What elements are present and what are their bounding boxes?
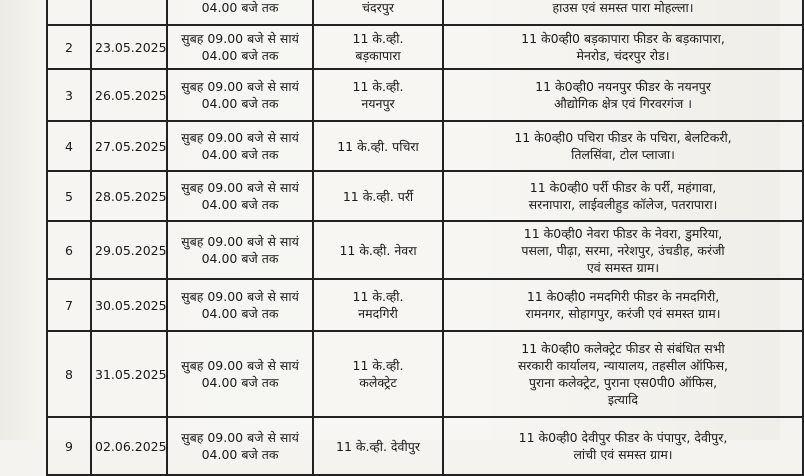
table-row [47,417,803,475]
feeder-line-1: 11 के.व्ही. नेवरा [339,242,417,258]
area-line-2: औद्योगिक क्षेत्र एवं गिरवरगंज । [554,96,692,111]
table-row [47,171,803,221]
feeder-line-2: बड़कापारा [355,48,401,63]
area-line-1: 11 के0व्ही0 पर्री फीडर के पर्री, महंगावा, [529,180,717,195]
time-line-2: 04.00 बजे तक [201,0,279,15]
time-cell [167,121,313,171]
area-line-1: 11 के0व्ही0 नेवरा फीडर के नेवरा, डुमरिया, [523,225,723,241]
date: 30.05.2025 [95,297,167,313]
time-line-2: 04.00 बजे तक [201,147,279,162]
feeder-line-1: 11 के.व्ही. पर्री [342,188,414,204]
date: 29.05.2025 [95,242,167,258]
time-line-1: सुबह 09.00 बजे से सायं [181,130,299,145]
affected-area-cell [443,25,803,69]
serial-number-cell [47,69,91,121]
date: 26.05.2025 [95,87,167,103]
serial-number-cell [47,25,91,69]
feeder-cell [313,25,443,69]
date: 27.05.2025 [95,138,167,154]
feeder-line-1: 11 के.व्ही. पचिरा [337,138,419,154]
feeder-line-2: नमदगिरी [358,306,398,321]
date-cell [91,417,167,475]
time-line-1: सुबह 09.00 बजे से सायं [181,180,299,195]
area-line-1: 11 के0व्ही0 नयनपुर फीडर के नयनपुर [535,79,711,94]
feeder-line-1: 11 के.व्ही. [352,31,404,46]
area-line-2: सरनापारा, लाईवलीहुड कॉलेज, पतरापारा। [528,197,718,212]
feeder-line-1: 11 के.व्ही. [352,358,404,373]
time-line-2: 04.00 बजे तक [201,251,279,266]
feeder-line-2: कलेक्ट्रेट [359,375,397,390]
time-line-2: 04.00 बजे तक [201,375,279,390]
area-line-2: मेनरोड, चंदरपुर रोड। [576,48,670,63]
time-line-1: सुबह 09.00 बजे से सायं [181,358,299,373]
table-row [47,69,803,121]
table-row [47,221,803,279]
date-cell [91,69,167,121]
area-line-2: तिलसिंवा, टोल प्लाजा। [571,147,675,162]
feeder-line-2: नयनपुर [361,96,395,111]
feeder-cell [313,121,443,171]
affected-area-cell [443,417,803,475]
time-line-1: सुबह 09.00 बजे से सायं [181,289,299,304]
area-line-2: पसला, पीढ़ा, सरमा, नरेशपुर, उंचडीह, करंजी [521,242,725,258]
time-cell [167,331,313,417]
feeder-cell [313,171,443,221]
serial-number: 3 [65,87,73,103]
date: 23.05.2025 [95,39,167,55]
serial-number-cell [47,417,91,475]
serial-number-cell [47,279,91,331]
area-line-1: 11 के0व्ही0 बड़कापारा फीडर के बड़कापारा, [521,31,725,46]
time-line-2: 04.00 बजे तक [201,96,279,111]
affected-area-cell [443,171,803,221]
area-line-2: सरकारी कार्यालय, न्यायालय, तहसील ऑफिस, [517,358,729,373]
time-line-2: 04.00 बजे तक [201,197,279,212]
date: 28.05.2025 [95,188,167,204]
date-cell [91,25,167,69]
area-line-3: पुराना कलेक्ट्रेट, पुराना एस0पी0 ऑफिस, [528,375,718,390]
serial-number-cell [47,331,91,417]
time-line-1: सुबह 09.00 बजे से सायं [181,79,299,94]
date-cell [91,0,167,25]
feeder-line-1: 11 के.व्ही. [352,289,404,304]
time-cell [167,0,313,25]
feeder-cell [313,331,443,417]
affected-area-cell [443,279,803,331]
serial-number-cell [47,221,91,279]
time-cell [167,221,313,279]
affected-area-cell [443,121,803,171]
area-line-1: 11 के0व्ही0 पचिरा फीडर के पचिरा, बेलटिकरी, [514,130,732,145]
table-row [47,25,803,69]
affected-area-cell [443,0,803,25]
date-cell [91,121,167,171]
time-line-1: सुबह 09.00 बजे से सायं [181,234,299,249]
time-cell [167,25,313,69]
feeder-cell [313,417,443,475]
affected-area-cell [443,221,803,279]
area-line-3: एवं समस्त ग्राम। [586,259,660,275]
feeder-line-1: चंदरपुर [362,0,394,15]
serial-number: 9 [65,438,73,454]
area-line-1: 11 के0व्ही0 कलेक्ट्रेट फीडर से संबंधित सभी [521,341,725,356]
date-cell [91,221,167,279]
serial-number: 7 [65,297,73,313]
serial-number: 2 [65,39,73,55]
time-line-2: 04.00 बजे तक [201,48,279,63]
time-line-2: 04.00 बजे तक [201,447,279,462]
table-row [47,121,803,171]
date: 02.06.2025 [95,438,167,454]
time-cell [167,69,313,121]
area-line-1: हाउस एवं समस्त पारा मोहल्ला। [552,0,694,15]
area-line-1: 11 के0व्ही0 देवीपुर फीडर के पंपापुर, देवीपुर, [518,430,728,445]
serial-number: 6 [65,242,73,258]
serial-number-cell [47,121,91,171]
feeder-cell [313,221,443,279]
table-row [47,0,803,25]
area-line-2: रामनगर, सोहागपुर, करंजी एवं समस्त ग्राम। [525,306,721,321]
feeder-cell [313,69,443,121]
date: 31.05.2025 [95,366,167,382]
time-cell [167,279,313,331]
serial-number: 8 [65,366,73,382]
table-row [47,279,803,331]
date-cell [91,171,167,221]
feeder-cell [313,0,443,25]
shutdown-schedule-table [46,0,804,476]
time-line-1: सुबह 09.00 बजे से सायं [181,31,299,46]
time-cell [167,417,313,475]
feeder-line-1: 11 के.व्ही. देवीपुर [336,438,420,454]
area-line-4: इत्यादि [607,392,639,407]
serial-number: 4 [65,138,73,154]
serial-number: 5 [65,188,73,204]
time-line-1: सुबह 09.00 बजे से सायं [181,430,299,445]
serial-number-cell [47,171,91,221]
area-line-1: 11 के0व्ही0 नमदगिरी फीडर के नमदगिरी, [526,289,720,304]
affected-area-cell [443,331,803,417]
affected-area-cell [443,69,803,121]
time-line-2: 04.00 बजे तक [201,306,279,321]
time-cell [167,171,313,221]
date-cell [91,331,167,417]
feeder-cell [313,279,443,331]
area-line-2: लांची एवं समस्त ग्राम। [573,447,673,462]
serial-number-cell [47,0,91,25]
table-row [47,331,803,417]
date-cell [91,279,167,331]
feeder-line-1: 11 के.व्ही. [352,79,404,94]
